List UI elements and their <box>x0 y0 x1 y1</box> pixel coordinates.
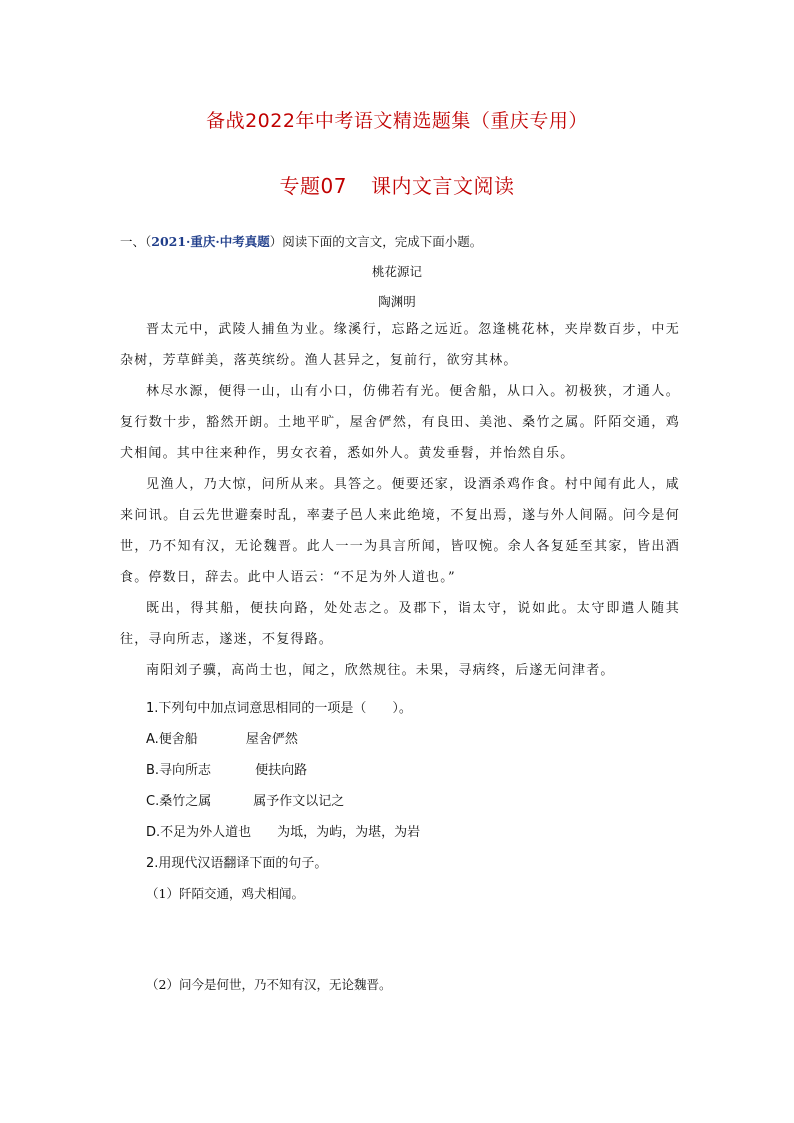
option-a-right: 屋舍俨然 <box>245 732 298 747</box>
passage-title: 桃花源记 <box>371 264 422 279</box>
passage-paragraph-3: 见渔人，乃大惊，问所从来。具答之。便要还家，设酒杀鸡作食。村中闻有此人，咸来问讯。自云先世避秦时乱，率妻子邑人来此绝境，不复出焉，遂与外人间隔。问今是何世，乃不知有汉，无论魏晋。此人一一为具言所闻，皆叹惋。余人各复延至其家，皆出酒食。停数日，辞去。此中人语云：“不足为外人道也。” <box>120 477 680 585</box>
option-b-right: 便扶向路 <box>255 763 308 778</box>
option-d-right: 为坻，为屿，为堪，为岩 <box>277 825 421 840</box>
passage-paragraph-2: 林尽水源，便得一山，山有小口，仿佛若有光。便舍船，从口入。初极狭，才通人。复行数十步，豁然开朗。土地平旷，屋舍俨然，有良田、美池、桑竹之属。阡陌交通，鸡犬相闻。其中往来种作，男女衣着，悉如外人。黄发垂髫，并怡然自乐。 <box>120 384 680 461</box>
passage-paragraph-1: 晋太元中，武陵人捕鱼为业。缘溪行，忘路之远近。忽逢桃花林，夹岸数百步，中无杂树，芳草鲜美，落英缤纷。渔人甚异之，复前行，欲穷其林。 <box>120 322 680 368</box>
question-instruction: ）阅读下面的文言文，完成下面小题。 <box>269 234 483 249</box>
question-1-option-a <box>146 728 298 747</box>
question-1-option-c <box>146 790 344 809</box>
question-source: 2021·重庆·中考真题 <box>151 234 270 249</box>
option-c-left: C.桑竹之属 <box>146 794 212 809</box>
passage-author: 陶渊明 <box>378 294 416 309</box>
question-prefix: 一、（ <box>120 234 152 249</box>
topic-title <box>0 170 794 199</box>
option-b-left: B.寻向所志 <box>146 763 212 778</box>
option-c-right: 属予作文以记之 <box>253 794 345 809</box>
question-1-stem: 1.下列句中加点词意思相同的一项是（ ）。 <box>146 701 412 716</box>
question-1-option-d <box>146 821 420 840</box>
passage-paragraph-4: 既出，得其船，便扶向路，处处志之。及郡下，诣太守，说如此。太守即遣人随其往，寻向所志，遂迷，不复得路。 <box>120 601 680 647</box>
question-1-option-b <box>146 759 307 778</box>
topic-name: 课内文言文阅读 <box>370 174 515 198</box>
question-2-stem: 2.用现代汉语翻译下面的句子。 <box>146 856 328 871</box>
question-2-item-1: （1）阡陌交通，鸡犬相闻。 <box>146 886 304 901</box>
option-a-left: A.便舍船 <box>146 732 198 747</box>
passage-paragraph-5: 南阳刘子骥，高尚士也，闻之，欣然规往。未果，寻病终，后遂无问津者。 <box>146 663 615 678</box>
question-heading <box>120 232 482 250</box>
question-2-item-2: （2）问今是何世，乃不知有汉，无论魏晋。 <box>146 977 392 992</box>
topic-number: 专题07 <box>279 174 347 198</box>
document-title: 备战2022年中考语文精选题集（重庆专用） <box>206 110 588 132</box>
option-d-left: D.不足为外人道也 <box>146 825 252 840</box>
